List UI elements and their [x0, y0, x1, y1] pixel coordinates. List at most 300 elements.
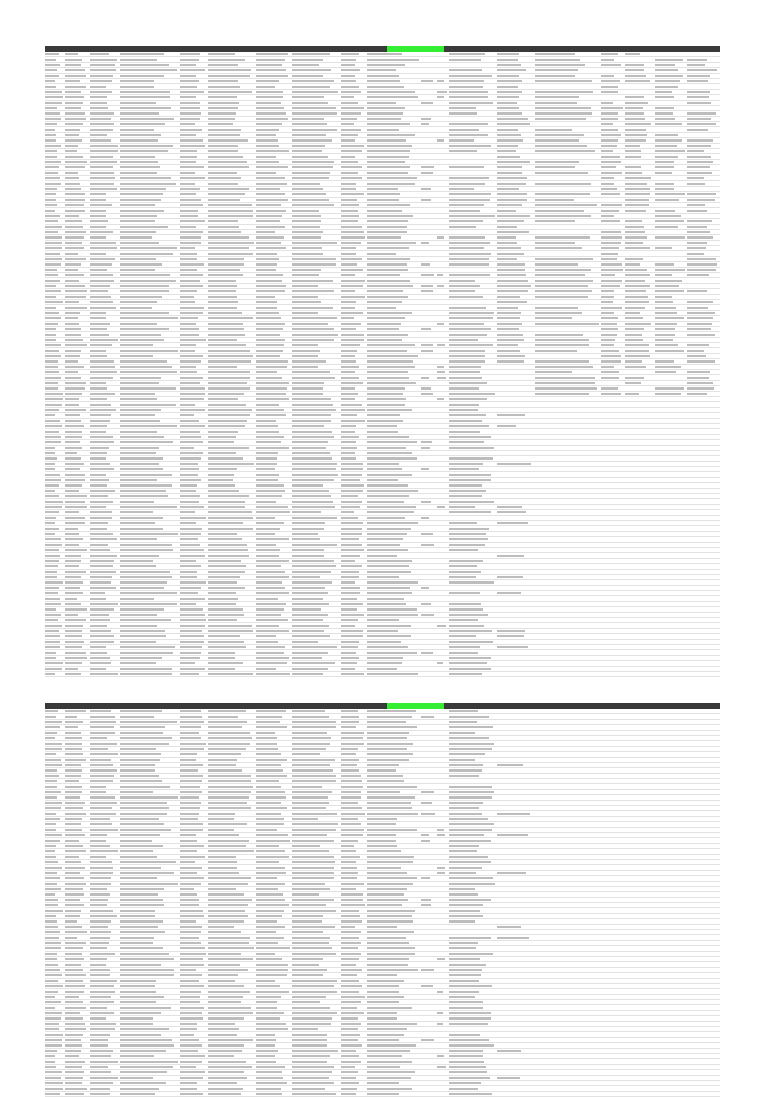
cell-text	[367, 764, 399, 766]
cell-text	[341, 517, 358, 519]
cell-text	[367, 991, 399, 993]
cell-text	[45, 199, 56, 201]
cell-text	[341, 112, 361, 114]
cell-text	[449, 635, 476, 637]
cell-text	[208, 366, 237, 368]
cell-text	[120, 199, 161, 201]
cell-text	[449, 625, 484, 627]
cell-text	[65, 226, 83, 228]
cell-text	[341, 598, 357, 600]
cell-text	[90, 210, 106, 212]
cell-text	[421, 603, 431, 605]
cell-text	[292, 280, 333, 282]
cell-text	[625, 112, 644, 114]
cell-text	[292, 172, 330, 174]
cell-text	[341, 861, 356, 863]
cell-text	[449, 947, 476, 949]
cell-text	[90, 334, 109, 336]
cell-text	[625, 307, 645, 309]
cell-text	[292, 861, 335, 863]
cell-text	[292, 549, 324, 551]
cell-text	[292, 382, 324, 384]
cell-text	[208, 791, 251, 793]
cell-text	[367, 139, 406, 141]
cell-text	[437, 366, 444, 368]
cell-text	[625, 172, 642, 174]
cell-text	[341, 759, 359, 761]
cell-text	[367, 915, 412, 917]
cell-text	[90, 1007, 107, 1009]
cell-text	[449, 285, 480, 287]
cell-text	[208, 603, 236, 605]
cell-text	[601, 290, 614, 292]
cell-text	[292, 603, 329, 605]
cell-text	[65, 834, 85, 836]
cell-text	[180, 646, 202, 648]
cell-text	[90, 409, 116, 411]
cell-text	[421, 285, 433, 287]
cell-text	[655, 118, 675, 120]
cell-text	[535, 323, 599, 325]
cell-text	[687, 253, 704, 255]
cell-text	[497, 344, 518, 346]
cell-text	[256, 668, 276, 670]
cell-text	[292, 872, 334, 874]
cell-text	[120, 753, 161, 755]
cell-text	[208, 668, 235, 670]
cell-text	[341, 102, 358, 104]
cell-text	[341, 334, 364, 336]
cell-text	[535, 134, 584, 136]
cell-text	[120, 953, 169, 955]
cell-text	[497, 350, 520, 352]
cell-text	[180, 560, 196, 562]
cell-text	[208, 274, 243, 276]
cell-text	[120, 1088, 159, 1090]
cell-text	[120, 856, 157, 858]
cell-text	[341, 323, 361, 325]
cell-text	[256, 974, 287, 976]
cell-text	[421, 242, 429, 244]
cell-text	[180, 910, 203, 912]
cell-text	[45, 571, 57, 573]
cell-text	[449, 1050, 483, 1052]
cell-text	[208, 139, 248, 141]
cell-text	[449, 576, 476, 578]
cell-text	[367, 183, 415, 185]
cell-text	[292, 753, 320, 755]
cell-text	[497, 188, 519, 190]
cell-text	[497, 555, 524, 557]
cell-text	[292, 484, 323, 486]
cell-text	[625, 290, 646, 292]
cell-text	[256, 1044, 275, 1046]
cell-text	[341, 511, 354, 513]
cell-text	[341, 893, 363, 895]
cell-text	[45, 236, 62, 238]
cell-text	[45, 188, 57, 190]
cell-text	[208, 883, 248, 885]
cell-text	[120, 1017, 153, 1019]
cell-text	[65, 285, 85, 287]
cell-text	[601, 344, 614, 346]
cell-text	[180, 468, 199, 470]
cell-text	[367, 156, 409, 158]
cell-text	[45, 786, 57, 788]
cell-text	[45, 576, 57, 578]
cell-text	[687, 236, 713, 238]
cell-text	[120, 942, 153, 944]
cell-text	[625, 102, 648, 104]
cell-text	[180, 856, 205, 858]
cell-text	[65, 829, 82, 831]
cell-text	[341, 662, 357, 664]
cell-text	[90, 619, 110, 621]
cell-text	[449, 937, 491, 939]
cell-text	[208, 840, 249, 842]
cell-text	[292, 285, 318, 287]
cell-text	[180, 818, 198, 820]
cell-text	[208, 86, 240, 88]
cell-text	[367, 1082, 399, 1084]
cell-text	[65, 474, 85, 476]
cell-text	[341, 1061, 361, 1063]
cell-text	[120, 980, 156, 982]
cell-text	[90, 996, 111, 998]
cell-text	[256, 339, 285, 341]
cell-text	[45, 1088, 63, 1090]
cell-text	[367, 899, 408, 901]
cell-text	[65, 581, 83, 583]
cell-text	[535, 247, 582, 249]
cell-text	[367, 748, 407, 750]
cell-text	[45, 269, 57, 271]
cell-text	[292, 269, 321, 271]
cell-text	[655, 166, 674, 168]
cell-text	[367, 657, 403, 659]
cell-text	[341, 834, 363, 836]
cell-text	[180, 991, 201, 993]
cell-text	[120, 1044, 174, 1046]
cell-text	[687, 355, 706, 357]
cell-text	[497, 592, 521, 594]
cell-text	[65, 280, 79, 282]
cell-text	[120, 1050, 166, 1052]
cell-text	[655, 188, 674, 190]
cell-text	[497, 210, 516, 212]
cell-text	[208, 226, 239, 228]
cell-text	[449, 528, 489, 530]
cell-text	[180, 549, 204, 551]
cell-text	[449, 818, 488, 820]
cell-text	[292, 769, 333, 771]
cell-text	[180, 861, 195, 863]
cell-text	[655, 307, 676, 309]
cell-text	[449, 974, 481, 976]
cell-text	[341, 156, 355, 158]
cell-text	[180, 436, 201, 438]
cell-text	[208, 53, 235, 55]
cell-text	[497, 129, 518, 131]
cell-text	[449, 1077, 490, 1079]
cell-text	[256, 253, 277, 255]
cell-text	[45, 350, 59, 352]
cell-text	[90, 991, 115, 993]
cell-text	[655, 69, 678, 71]
cell-text	[256, 1001, 277, 1003]
cell-text	[90, 156, 113, 158]
cell-text	[180, 581, 206, 583]
cell-text	[180, 156, 197, 158]
cell-text	[601, 253, 618, 255]
cell-text	[625, 263, 640, 265]
cell-text	[90, 226, 106, 228]
cell-text	[45, 226, 62, 228]
cell-text	[45, 1093, 60, 1095]
cell-text	[90, 296, 111, 298]
cell-text	[497, 872, 526, 874]
cell-text	[341, 544, 362, 546]
cell-text	[437, 398, 444, 400]
cell-text	[208, 947, 254, 949]
cell-text	[367, 161, 405, 163]
cell-text	[180, 850, 197, 852]
cell-text	[292, 791, 332, 793]
cell-text	[341, 533, 362, 535]
cell-text	[65, 183, 80, 185]
cell-text	[625, 280, 645, 282]
cell-text	[256, 317, 281, 319]
cell-text	[65, 145, 78, 147]
cell-text	[449, 1088, 478, 1090]
cell-text	[449, 414, 486, 416]
cell-text	[367, 571, 411, 573]
cell-text	[256, 549, 280, 551]
cell-text	[367, 1050, 410, 1052]
cell-text	[292, 641, 318, 643]
cell-text	[341, 231, 364, 233]
cell-text	[292, 334, 338, 336]
cell-text	[90, 893, 110, 895]
cell-text	[208, 490, 239, 492]
cell-text	[292, 441, 328, 443]
cell-text	[65, 236, 84, 238]
cell-text	[256, 522, 284, 524]
cell-text	[180, 280, 200, 282]
cell-text	[120, 786, 170, 788]
cell-text	[120, 1082, 166, 1084]
cell-text	[341, 1093, 356, 1095]
cell-text	[292, 780, 336, 782]
cell-text	[256, 274, 283, 276]
cell-text	[256, 463, 277, 465]
cell-text	[625, 360, 642, 362]
cell-text	[687, 220, 712, 222]
cell-text	[65, 290, 87, 292]
cell-text	[687, 226, 707, 228]
cell-text	[90, 366, 115, 368]
cell-text	[367, 215, 413, 217]
cell-text	[437, 323, 444, 325]
cell-text	[120, 280, 176, 282]
cell-text	[449, 123, 488, 125]
cell-text	[367, 86, 404, 88]
cell-text	[449, 522, 477, 524]
cell-text	[449, 226, 476, 228]
cell-text	[341, 1066, 355, 1068]
cell-text	[341, 958, 359, 960]
cell-text	[45, 807, 61, 809]
cell-text	[449, 1001, 483, 1003]
cell-text	[256, 312, 279, 314]
cell-text	[341, 1082, 359, 1084]
cell-text	[367, 150, 410, 152]
cell-text	[208, 404, 246, 406]
cell-text	[90, 920, 111, 922]
cell-text	[601, 301, 613, 303]
cell-text	[292, 910, 336, 912]
cell-text	[208, 188, 249, 190]
cell-text	[449, 215, 495, 217]
cell-text	[449, 107, 476, 109]
cell-text	[45, 732, 57, 734]
cell-text	[367, 393, 403, 395]
cell-text	[421, 80, 433, 82]
cell-text	[180, 285, 203, 287]
cell-text	[208, 845, 246, 847]
cell-text	[341, 1088, 357, 1090]
cell-text	[256, 387, 287, 389]
cell-text	[341, 791, 361, 793]
cell-text	[292, 786, 322, 788]
cell-text	[601, 242, 621, 244]
cell-text	[45, 964, 58, 966]
cell-text	[120, 129, 154, 131]
cell-text	[208, 145, 238, 147]
cell-text	[292, 479, 334, 481]
cell-text	[120, 457, 163, 459]
cell-text	[90, 447, 109, 449]
cell-text	[256, 1055, 275, 1057]
cell-text	[120, 748, 156, 750]
cell-text	[449, 991, 479, 993]
cell-text	[341, 290, 355, 292]
cell-text	[208, 737, 252, 739]
cell-text	[535, 360, 589, 362]
cell-text	[367, 807, 412, 809]
cell-text	[292, 926, 335, 928]
cell-text	[208, 344, 246, 346]
cell-text	[90, 652, 107, 654]
cell-text	[497, 339, 524, 341]
cell-text	[292, 468, 336, 470]
cell-text	[65, 813, 86, 815]
cell-text	[208, 877, 251, 879]
cell-text	[256, 646, 285, 648]
cell-text	[90, 1028, 115, 1030]
cell-text	[45, 1001, 61, 1003]
cell-text	[367, 716, 412, 718]
cell-text	[45, 1012, 62, 1014]
cell-text	[208, 1066, 252, 1068]
cell-text	[45, 652, 56, 654]
cell-text	[65, 974, 86, 976]
cell-text	[437, 236, 444, 238]
cell-text	[601, 312, 614, 314]
cell-text	[449, 210, 480, 212]
cell-text	[292, 732, 327, 734]
cell-text	[65, 635, 82, 637]
cell-text	[256, 447, 289, 449]
cell-text	[367, 931, 414, 933]
cell-text	[45, 210, 55, 212]
cell-text	[367, 366, 415, 368]
cell-text	[341, 86, 359, 88]
cell-text	[421, 877, 430, 879]
cell-text	[180, 592, 198, 594]
cell-text	[367, 91, 415, 93]
cell-text	[65, 414, 80, 416]
cell-text	[292, 915, 323, 917]
cell-text	[421, 969, 434, 971]
cell-text	[367, 96, 418, 98]
cell-text	[367, 334, 408, 336]
cell-text	[449, 1093, 492, 1095]
cell-text	[90, 107, 108, 109]
cell-text	[65, 479, 85, 481]
cell-text	[65, 608, 87, 610]
cell-text	[45, 1071, 62, 1073]
cell-text	[449, 652, 478, 654]
cell-text	[601, 296, 614, 298]
cell-text	[341, 220, 358, 222]
cell-text	[120, 1093, 155, 1095]
cell-text	[341, 425, 356, 427]
cell-text	[208, 652, 235, 654]
cell-text	[208, 484, 235, 486]
cell-text	[120, 743, 169, 745]
cell-text	[341, 398, 355, 400]
cell-text	[367, 646, 408, 648]
cell-text	[292, 533, 318, 535]
cell-text	[208, 156, 243, 158]
cell-text	[90, 258, 115, 260]
cell-text	[341, 996, 365, 998]
cell-text	[208, 673, 253, 675]
cell-text	[535, 102, 577, 104]
cell-text	[45, 641, 60, 643]
cell-text	[120, 910, 155, 912]
cell-text	[292, 635, 330, 637]
cell-text	[256, 980, 275, 982]
cell-text	[90, 96, 107, 98]
cell-text	[180, 188, 200, 190]
cell-text	[180, 538, 198, 540]
cell-text	[655, 280, 682, 282]
cell-text	[256, 603, 286, 605]
cell-text	[256, 382, 289, 384]
cell-text	[256, 652, 284, 654]
cell-text	[208, 555, 249, 557]
cell-text	[120, 1055, 154, 1057]
cell-text	[180, 495, 200, 497]
cell-text	[497, 247, 521, 249]
cell-text	[497, 177, 527, 179]
cell-text	[367, 80, 400, 82]
cell-text	[292, 652, 328, 654]
cell-text	[45, 91, 62, 93]
cell-text	[180, 840, 197, 842]
